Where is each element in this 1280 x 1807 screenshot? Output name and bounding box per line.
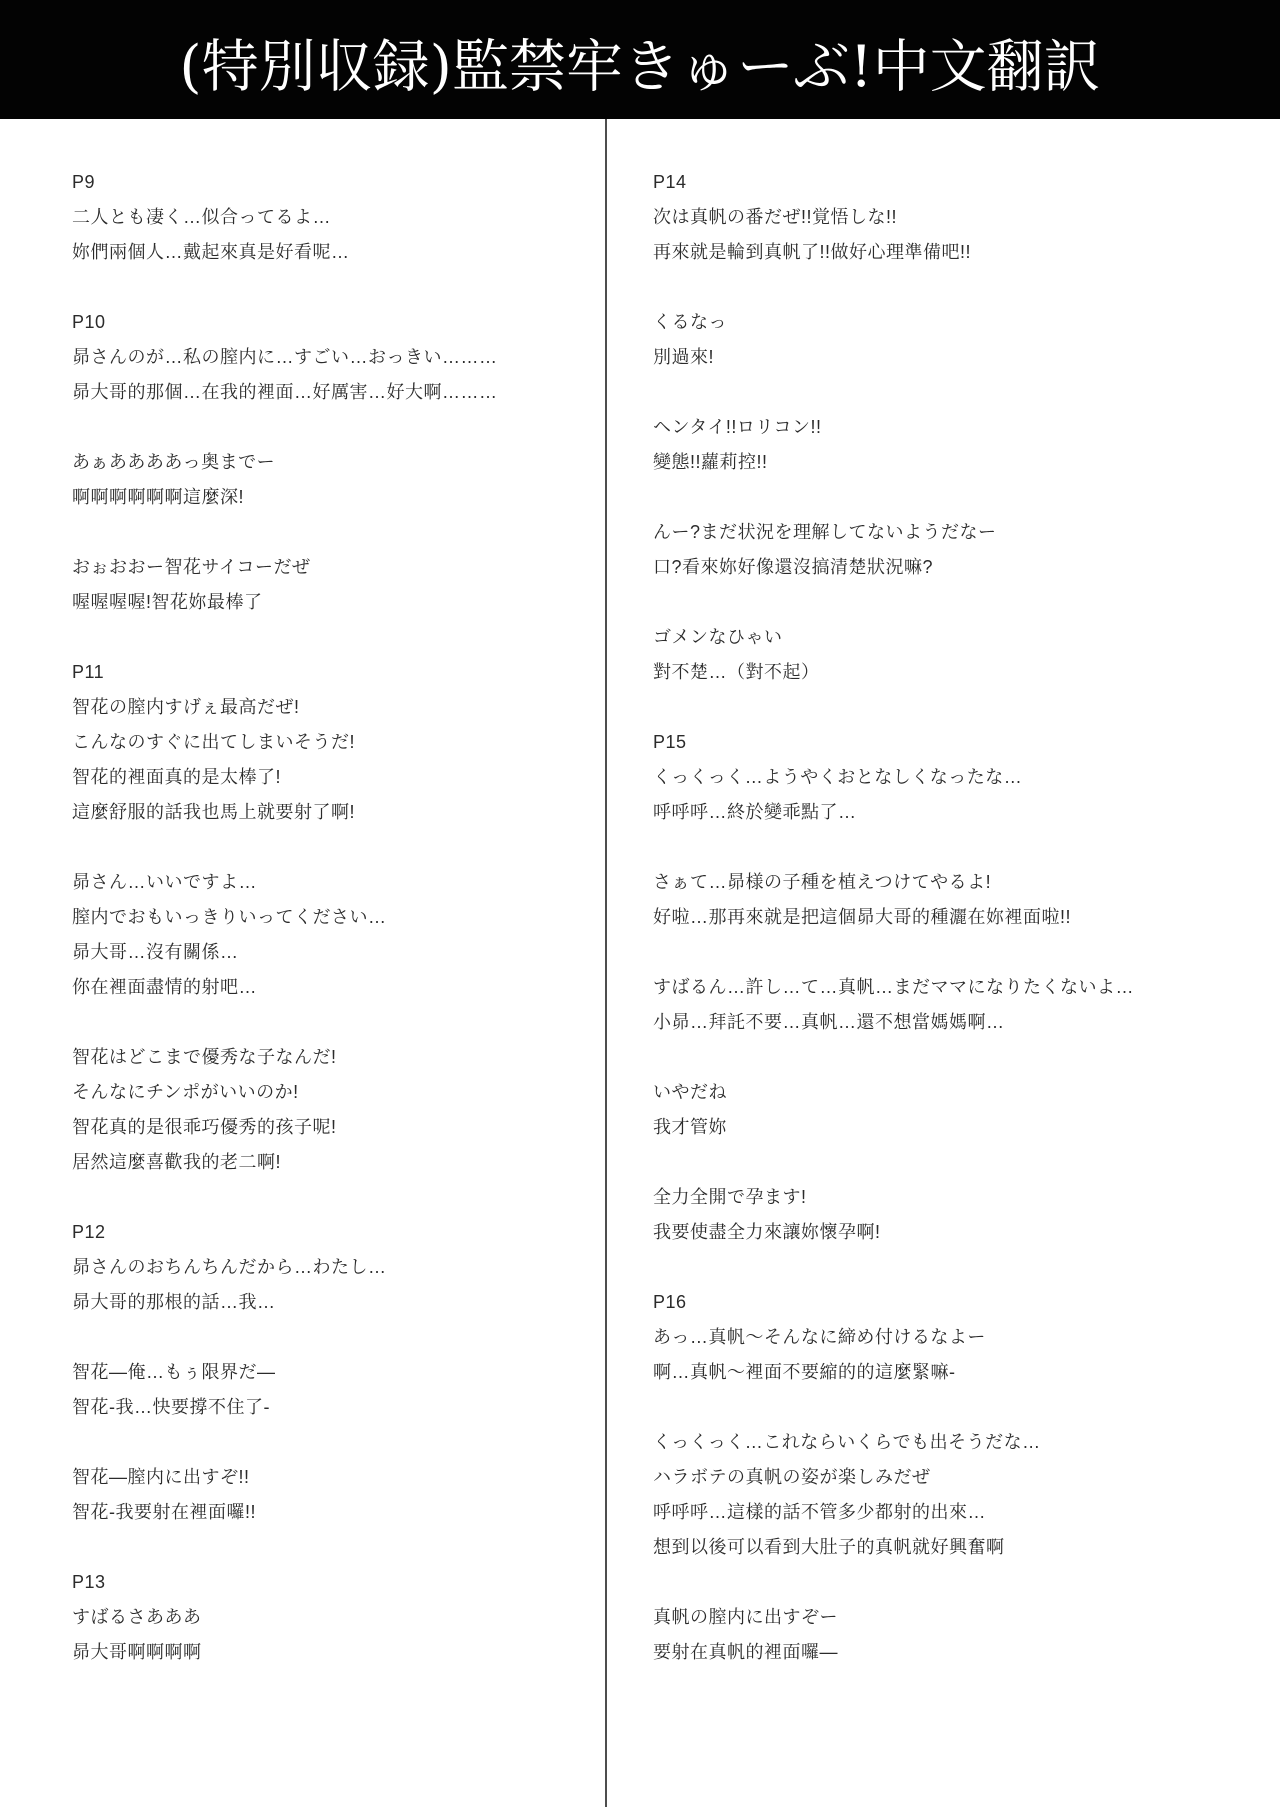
script-line: 智花-我要射在裡面囉!! <box>72 1502 256 1522</box>
right-column <box>653 119 1253 1807</box>
script-line: あぁああああっ奥までー <box>72 452 276 472</box>
script-line: 智花—俺…もぅ限界だ— <box>72 1362 276 1382</box>
dialogue-block <box>653 1600 1253 1670</box>
script-line: 昴さんのが…私の膣内に…すごい…おっきい……… <box>72 347 498 367</box>
script-line: ゴメンなひゃい <box>653 627 783 647</box>
page-label: P15 <box>653 732 687 752</box>
dialogue-block <box>653 1180 1253 1250</box>
script-line: 全力全開で孕ます! <box>653 1187 807 1207</box>
page-label: P9 <box>72 172 96 192</box>
dialogue-block <box>653 725 1253 830</box>
script-line: 智花の膣内すげぇ最高だぜ! <box>72 697 300 717</box>
script-line: 再來就是輪到真帆了!!做好心理準備吧!! <box>653 242 972 262</box>
script-line: 智花—膣内に出すぞ!! <box>72 1467 250 1487</box>
script-line: 啊…真帆〜裡面不要縮的的這麼緊嘛- <box>653 1362 956 1382</box>
script-line: 呼呼呼…終於變乖點了… <box>653 802 857 822</box>
script-line: さぁて…昴様の子種を植えつけてやるよ! <box>653 872 992 892</box>
script-line: いやだね <box>653 1082 727 1102</box>
dialogue-block <box>653 970 1253 1040</box>
dialogue-block <box>653 1425 1253 1565</box>
dialogue-block <box>72 165 592 270</box>
dialogue-block <box>72 1040 592 1180</box>
page-label: P14 <box>653 172 687 192</box>
dialogue-block <box>72 655 592 830</box>
script-line: 昴大哥的那根的話…我… <box>72 1292 276 1312</box>
page-label: P10 <box>72 312 106 332</box>
script-line: 啊啊啊啊啊啊這麼深! <box>72 487 245 507</box>
script-line: 智花的裡面真的是太棒了! <box>72 767 281 787</box>
dialogue-block <box>653 305 1253 375</box>
script-line: 昴大哥啊啊啊啊 <box>72 1642 202 1662</box>
script-line: 智花はどこまで優秀な子なんだ! <box>72 1047 337 1067</box>
script-line: 你在裡面盡情的射吧… <box>72 977 257 997</box>
script-line: 膣内でおもいっきりいってください… <box>72 907 387 927</box>
dialogue-block <box>72 1565 592 1670</box>
script-line: 昴さんのおちんちんだから…わたし… <box>72 1257 387 1277</box>
dialogue-block <box>653 515 1253 585</box>
script-line: んー?まだ状況を理解してないようだなー <box>653 522 997 542</box>
script-line: すばるん…許し…て…真帆…まだママになりたくないよ… <box>653 977 1134 997</box>
dialogue-block <box>72 550 592 620</box>
script-line: 口?看來妳好像還沒搞清楚狀況嘛? <box>653 557 934 577</box>
script-line: 二人とも凄く…似合ってるよ… <box>72 207 331 227</box>
column-divider <box>605 119 607 1807</box>
script-line: ハラボテの真帆の姿が楽しみだぜ <box>653 1467 931 1487</box>
script-line: 要射在真帆的裡面囉— <box>653 1642 838 1662</box>
script-line: 喔喔喔喔!智花妳最棒了 <box>72 592 263 612</box>
header-banner <box>0 0 1280 119</box>
script-line: あっ…真帆〜そんなに締め付けるなよー <box>653 1327 986 1347</box>
script-line: 好啦…那再來就是把這個昴大哥的種灑在妳裡面啦!! <box>653 907 1071 927</box>
script-line: 昴さん…いいですよ… <box>72 872 257 892</box>
page-label: P12 <box>72 1222 106 1242</box>
script-line: 智花真的是很乖巧優秀的孩子呢! <box>72 1117 337 1137</box>
script-line: 妳們兩個人…戴起來真是好看呢… <box>72 242 350 262</box>
page-label: P11 <box>72 662 105 682</box>
script-line: そんなにチンポがいいのか! <box>72 1082 299 1102</box>
script-line: こんなのすぐに出てしまいそうだ! <box>72 732 355 752</box>
script-line: おぉおおー智花サイコーだぜ <box>72 557 311 577</box>
script-line: 昴大哥…沒有關係… <box>72 942 239 962</box>
content <box>0 119 1280 1807</box>
dialogue-block <box>72 445 592 515</box>
page-label: P13 <box>72 1572 106 1592</box>
script-line: 小昴…拜託不要…真帆…還不想當媽媽啊… <box>653 1012 1005 1032</box>
script-line: 別過來! <box>653 347 715 367</box>
script-line: 呼呼呼…這樣的話不管多少都射的出來… <box>653 1502 986 1522</box>
script-line: 想到以後可以看到大肚子的真帆就好興奮啊 <box>653 1537 1005 1557</box>
script-line: 我要使盡全力來讓妳懷孕啊! <box>653 1222 881 1242</box>
left-column <box>72 119 592 1807</box>
script-line: 昴大哥的那個…在我的裡面…好厲害…好大啊……… <box>72 382 498 402</box>
dialogue-block <box>72 1355 592 1425</box>
page-label: P16 <box>653 1292 687 1312</box>
script-line: 居然這麼喜歡我的老二啊! <box>72 1152 281 1172</box>
dialogue-block <box>653 1285 1253 1390</box>
script-line: 對不楚…（對不起） <box>653 662 820 682</box>
script-line: 我才管妳 <box>653 1117 727 1137</box>
script-line: くるなっ <box>653 312 727 332</box>
dialogue-block <box>653 620 1253 690</box>
dialogue-block <box>653 1075 1253 1145</box>
dialogue-block <box>72 1215 592 1320</box>
script-line: 智花-我…快要撐不住了- <box>72 1397 270 1417</box>
script-line: 這麼舒服的話我也馬上就要射了啊! <box>72 802 355 822</box>
dialogue-block <box>72 865 592 1005</box>
dialogue-block <box>72 1460 592 1530</box>
script-line: 真帆の膣内に出すぞー <box>653 1607 838 1627</box>
dialogue-block <box>653 165 1253 270</box>
dialogue-block <box>653 865 1253 935</box>
script-line: すばるさあああ <box>72 1607 202 1627</box>
script-line: 次は真帆の番だぜ!!覚悟しな!! <box>653 207 898 227</box>
dialogue-block <box>72 305 592 410</box>
script-line: 變態!!蘿莉控!! <box>653 452 768 472</box>
script-line: ヘンタイ!!ロリコン!! <box>653 417 822 437</box>
page-title: (特別収録)監禁牢きゅーぶ!中文翻訳 <box>179 33 1101 100</box>
script-line: くっくっく…ようやくおとなしくなったな… <box>653 767 1023 787</box>
dialogue-block <box>653 410 1253 480</box>
script-line: くっくっく…これならいくらでも出そうだな… <box>653 1432 1041 1452</box>
